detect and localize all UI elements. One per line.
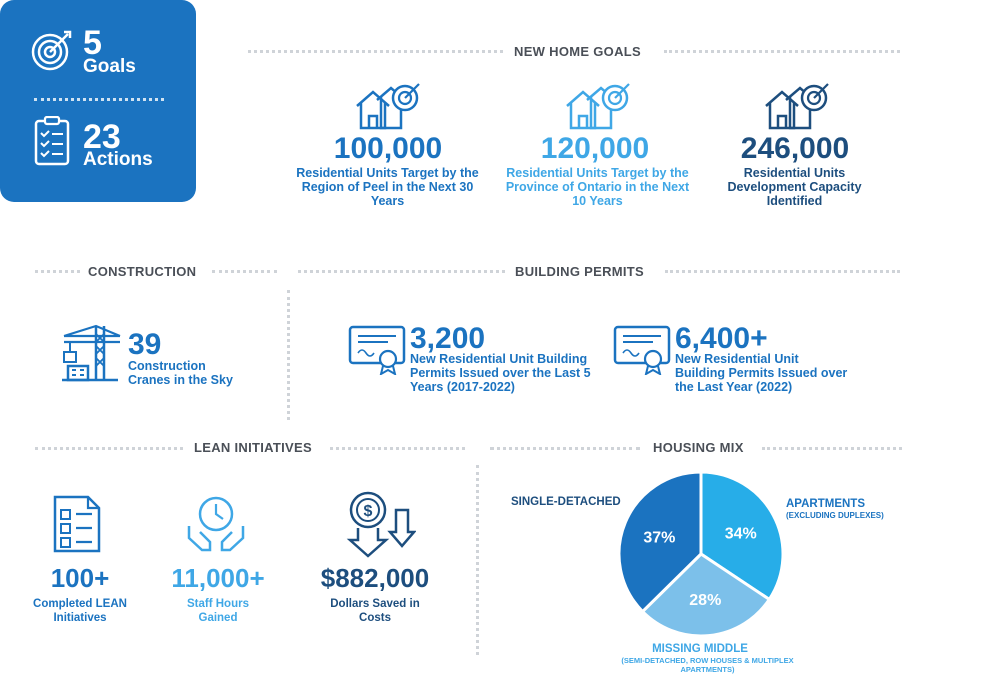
lean-description: Staff Hours Gained (187, 598, 249, 624)
permits-value: 6,400+ (675, 322, 768, 355)
svg-text:$: $ (363, 503, 373, 520)
target-icon (30, 28, 74, 72)
pie-label-missing-middle: 28% (689, 591, 722, 609)
single-detached-label: SINGLE-DETACHED (511, 496, 621, 508)
building-permits-title: BUILDING PERMITS (515, 264, 645, 279)
new-home-goals-title: NEW HOME GOALS (514, 44, 641, 59)
housing-mix-title: HOUSING MIX (653, 440, 744, 455)
summary-box (0, 0, 196, 202)
lean-value: $882,000 (320, 563, 430, 593)
checklist-document-icon (52, 494, 102, 554)
divider (212, 270, 277, 273)
lean-description: Completed LEAN Initiatives (33, 598, 127, 624)
apartments-sublabel: (EXCLUDING DUPLEXES) (786, 511, 884, 520)
savings-icon (344, 490, 416, 558)
goals-number: 5 (83, 24, 102, 62)
divider (330, 447, 465, 450)
permits-value: 3,200 (410, 322, 486, 355)
summary-divider (34, 98, 164, 101)
divider (665, 270, 900, 273)
pie-label-apartments: 34% (724, 525, 757, 543)
divider (35, 447, 183, 450)
construction-title: CONSTRUCTION (88, 264, 197, 279)
lean-value: 100+ (50, 563, 110, 593)
certificate-icon (348, 325, 406, 375)
goal-description: Residential Units Target by the Province of Ontario in the Next 10 Years (505, 166, 690, 208)
certificate-icon (613, 325, 671, 375)
houses-target-icon (762, 82, 832, 132)
actions-label: Actions (83, 149, 153, 170)
houses-target-icon (563, 82, 633, 132)
lean-value: 11,000+ (171, 563, 265, 593)
divider (248, 50, 503, 53)
apartments-label: APARTMENTS (786, 498, 866, 510)
crane-icon (60, 322, 122, 384)
cranes-description: Construction Cranes in the Sky (128, 359, 233, 387)
goal-description: Residential Units Development Capacity Identified (727, 166, 862, 208)
goals-label: Goals (83, 56, 136, 77)
divider (762, 447, 902, 450)
divider (298, 270, 505, 273)
pie-label-single-detached: 37% (643, 529, 676, 547)
permits-description: New Residential Unit Building Permits Issued over the Last Year (2022) (675, 352, 848, 394)
checklist-icon (34, 116, 70, 166)
vertical-divider (287, 290, 290, 420)
actions-number: 23 (83, 118, 121, 156)
divider (664, 50, 900, 53)
goal-value: 120,000 (540, 132, 650, 165)
cranes-value: 39 (128, 328, 162, 361)
lean-description: Dollars Saved in Costs (330, 598, 420, 624)
goal-value: 100,000 (333, 132, 443, 165)
divider (490, 447, 640, 450)
housing-mix-pie-chart (617, 470, 785, 638)
divider (35, 270, 80, 273)
houses-target-icon (353, 82, 423, 132)
missing-middle-sublabel: (SEMI-DETACHED, ROW HOUSES & MULTIPLEX APARTMENTS) (621, 656, 794, 674)
clock-hands-icon (186, 492, 246, 554)
vertical-divider (476, 465, 479, 655)
lean-title: LEAN INITIATIVES (194, 440, 312, 455)
missing-middle-label: MISSING MIDDLE (652, 643, 748, 655)
goal-description: Residential Units Target by the Region of Peel in the Next 30 Years (296, 166, 479, 208)
permits-description: New Residential Unit Building Permits Issued over the Last 5 Years (2017-2022) (410, 352, 591, 394)
goal-value: 246,000 (740, 132, 850, 165)
